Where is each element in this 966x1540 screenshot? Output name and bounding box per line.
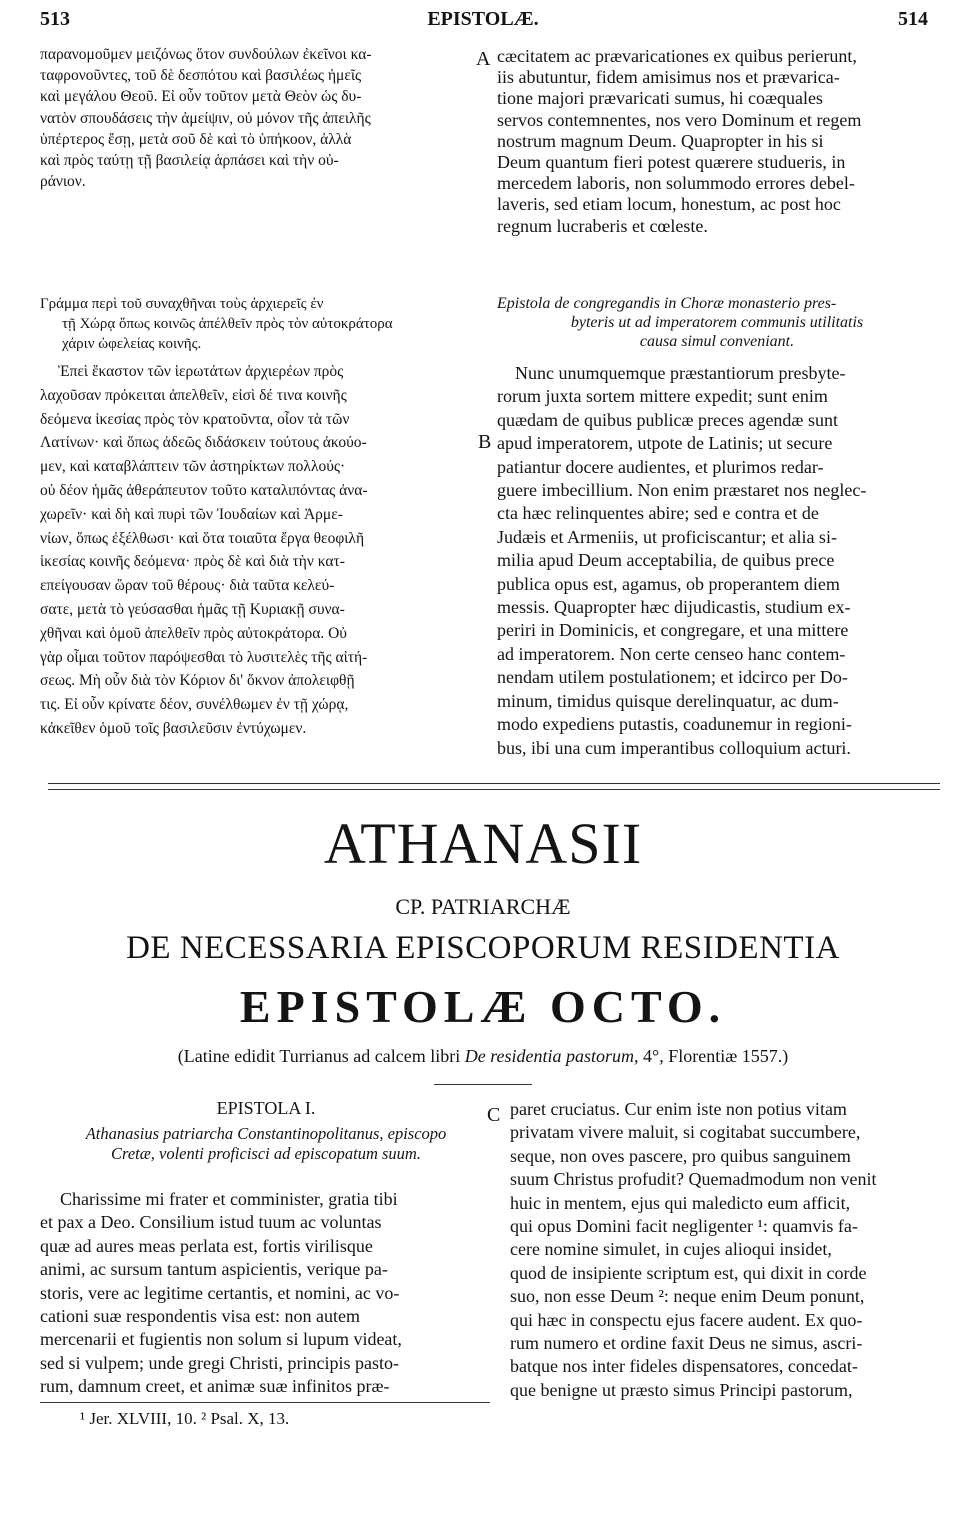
text-line: tione majori prævaricati sumus, hi coæquales [497,88,823,109]
text-line: que benigne ut præsto simus Principi pastorum, [510,1379,853,1400]
text-line: periri in Dominicis, et congregare, et una mittere [497,620,849,641]
running-title: EPISTOLÆ. [427,8,539,30]
text-line: storis, vere ac legitime certantis, et nomini, ac vo- [40,1282,400,1303]
text-line: χθῆναι καὶ ὁμοῦ ἀπελθεῖν πρὸς αὐτοκράτορα. Οὐ [40,624,347,642]
text-line: τῇ Χώρᾳ ὅπως κοινῶς ἀπέλθεῖν πρὸς τὸν αὐτοκράτορα [62,316,393,332]
text-line: et pax a Deo. Consilium istud tuum ac voluntas [40,1212,382,1233]
text-line: servos contemnentes, nos vero Dominum et regem [497,109,862,130]
text-line: messis. Quapropter hæc dijudicastis, studium ex- [497,597,851,618]
text-line: επείγουσαν ὥραν τοῦ θέρους· διὰ ταῦτα κελεύ- [40,577,335,595]
margin-letter-a: A [476,48,491,70]
text-line: δεόμενα ἱκεσίας πρὸς τὸν κρατοῦντα, οἷον τὰ τῶν [40,410,350,428]
text-line: Athanasius patriarcha Constantinopolitanus, episcopo [85,1124,447,1143]
text-line: rum numero et ordine faxit Deus ne simus, ascri- [510,1333,863,1354]
text-line: ὑπέρτερος ἔσῃ, μετὰ σοῦ δὲ καὶ τὸ ὑπήκοον, ἀλλὰ [40,130,352,148]
section-divider-thin [48,789,940,790]
text-line: byteris ut ad imperatorem communis utilitatis [570,314,864,331]
epistola-body-left [40,1188,490,1399]
text-line: modo expediens putastis, coadunemur in regioni- [497,714,852,735]
margin-letter-c: C [487,1104,501,1126]
text-line: ad imperatorem. Non certe censeo hanc contem- [497,643,846,664]
footnotes: ¹ Jer. XLVIII, 10. ² Psal. X, 13. [80,1409,290,1428]
text-line: rum, damnum creet, et animæ suæ infinitos præ- [40,1376,390,1397]
work-title: EPISTOLÆ OCTO. [239,981,727,1032]
text-line: λαχοῦσαν πρόκειται ἀπελθεῖν, εἰσὶ δέ τινα κοινῆς [40,386,347,404]
text-line: Γράμμα περὶ τοῦ συναχθῆναι τοὺς ἀρχιερεῖς ἐν [40,296,324,312]
greek-letter-heading [40,294,492,354]
work-subject: DE NECESSARIA EPISCOPORUM RESIDENTIA [126,930,840,966]
text-line: rorum juxta sortem mittere expedit; sunt enim [497,386,828,407]
text-line: χωρεῖν· καὶ δὴ καὶ πυρὶ τῶν Ἰουδαίων καὶ Ἀρμε- [40,505,343,523]
text-line: privatam vivere maluit, si cogitabat succumbere, [510,1122,861,1143]
text-line: animi, ac sursum tantum aspicientis, verique pa- [40,1259,388,1280]
edition-note [0,1045,966,1067]
text-line: minum, timidus quisque derelinquatur, ac dum- [497,690,839,711]
text-line: cere nomine simulet, in cujes alioqui insidet, [510,1239,832,1260]
page-number-right: 514 [898,8,928,30]
edition-note-prefix: (Latine edidit Turrianus ad calcem libri [177,1046,465,1066]
text-line: milia apud Deum acceptabilia, de quibus prece [497,550,835,571]
latin-continuation [497,46,937,237]
text-line: laveris, sed etiam locum, honestum, ac post hoc [497,194,841,215]
text-line: paret cruciatus. Cur enim iste non potius vitam [510,1099,847,1119]
page-number-left: 513 [40,8,70,30]
footnote-rule [40,1402,490,1403]
author-role: CP. PATRIARCHÆ [395,894,571,919]
text-line: Ἐπεὶ ἕκαστον τῶν ἱερωτάτων ἀρχιερέων πρὸς [58,363,344,380]
text-line: cta hæc relinquentes abire; sed e contra et de [497,503,819,524]
text-line: Charissime mi frater et comminister, gratia tibi [60,1189,398,1209]
text-line: Cretæ, volenti proficisci ad episcopatum suum. [111,1144,421,1163]
text-line: χάριν ὠφελείας κοινῆς. [62,336,202,352]
text-line: Deum quantum fieri potest quærere studueris, in [497,152,846,173]
text-line: ἱκεσίας κοινῆς δεόμενα· πρὸς δὲ καὶ διὰ τὴν κατ- [40,553,345,571]
text-line: γὰρ οἶμαι τοῦτον παρόψεσθαι τὸ λυσιτελὲς τῆς αἰτή- [40,648,368,666]
text-line: mercedem laboris, non solummodo errores debel- [497,173,855,194]
text-line: apud imperatorem, utpote de Latinis; ut secure [497,433,833,454]
text-line: cæcitatem ac prævaricationes ex quibus perierunt, [497,46,857,66]
latin-letter-heading [497,294,937,351]
text-line: καὶ πρὸς ταύτῃ τῇ βασιλείᾳ ἁρπάσει καὶ τὴν οὐ- [40,152,339,170]
text-line: νίων, ὅπως ἐξέλθωσι· καὶ ὅτα τοιαῦτα ἔργα θεοφιλῆ [40,529,365,547]
text-line: guere imbecillium. Non enim præstaret nos neglec- [497,480,867,501]
text-line: regnum lucraberis et cœleste. [497,215,708,236]
short-rule [434,1084,532,1085]
text-line: παρανομοῦμεν μειζόνως ὅτον συνδούλων ἐκεῖνοι κα- [40,46,372,63]
text-line: ταφρονοῦντες, τοῦ δὲ δεσπότου καὶ βασιλέως ἡμεῖς [40,67,362,85]
latin-letter-body [497,362,937,760]
text-line: patiantur docere audientes, et plurimos redar- [497,456,824,477]
work-author-title: ATHANASII [323,811,643,876]
text-line: καὶ μεγάλου Θεοῦ. Εἰ οὖν τοῦτον μετὰ Θεὸν ὡς δυ- [40,88,362,106]
margin-letter-b: B [478,431,492,453]
text-line: qui hæc in conspectu ejus facere audent. Ex quo- [510,1309,863,1330]
text-line: κἀκεῖθεν ὁμοῦ τοῖς βασιλεῦσιν ἐντύχωμεν. [40,719,307,737]
text-line: nostrum magnum Deum. Quapropter in his si [497,130,824,151]
text-line: σεως. Μὴ οὖν διὰ τὸν Κόριον δι' ὄκνον ἀπολειφθῇ [40,672,355,690]
greek-letter-body [40,360,492,741]
text-line: bus, ibi una cum imperantibus colloquium acturi. [497,737,851,758]
text-line: suo, non esse Deum ²: neque enim Deum ponunt, [510,1286,865,1307]
text-line: iis abutuntur, fidem amisimus nos et prævarica- [497,67,840,88]
text-line: sed si vulpem; unde gregi Christi, principis pasto- [40,1352,399,1373]
text-line: ράνιον. [40,173,86,191]
text-line: σατε, μετὰ τὸ γεύσασθαι ἡμᾶς τῇ Κυριακῇ συνα- [40,600,345,618]
text-line: τις. Εἰ οὖν κρίνατε δέον, συνέλθωμεν ἐν τῇ χώρᾳ, [40,696,349,714]
epistola-body-right [510,1098,938,1402]
text-line: quæ ad aures meas perlata est, fortis virilisque [40,1235,373,1256]
text-line: nendam utilem postulationem; et idcirco per Do- [497,667,848,688]
text-line: quædam de quibus publicæ preces agendæ sunt [497,409,838,430]
text-line: cationi suæ respondentis visa est: non autem [40,1306,360,1327]
epistola-summary [40,1124,492,1164]
edition-note-book: De residentia pastorum, [464,1046,639,1066]
text-line: causa simul conveniant. [639,333,795,350]
text-line: mercenarii et fugientis non solum si lupum videat, [40,1329,402,1350]
text-line: qui opus Domini facit negligenter ¹: quamvis fa- [510,1216,858,1237]
text-line: huic in mentem, ejus qui maledicto eum afficit, [510,1192,851,1213]
text-line: Epistola de congregandis in Choræ monasterio pres- [497,295,837,312]
text-line: Nunc unumquemque præstantiorum presbyte- [515,363,846,383]
text-line: quod de insipiente scriptum est, qui dixit in corde [510,1262,867,1283]
text-line: νατὸν σπουδάσεις τὴν ἀμείψιν, οὐ μόνον τῆς ἀπειλῆς [40,109,371,127]
epistola-label: EPISTOLA I. [216,1098,316,1118]
text-line: οὐ δέον ἡμᾶς ἀθεράπευτον τοῦτο καταλιπόντας ἀνα- [40,481,368,499]
text-line: Λατίνων· καὶ ὅπως ἀδεῶς διδάσκειν τούτους ἀκούο- [40,434,367,452]
text-line: μεν, καὶ καταβλάπτειν τῶν ἀστηρίκτων πολλούς· [40,458,346,476]
edition-note-suffix: 4°, Florentiæ 1557.) [638,1046,789,1066]
greek-continuation [40,44,492,192]
text-line: suum Christus profudit? Quemadmodum non venit [510,1169,877,1190]
text-line: seque, non oves pascere, pro quibus sanguinem [510,1145,851,1166]
text-line: publica opus est, agamus, ob properantem diem [497,573,840,594]
section-divider [48,783,940,784]
text-line: batque nos inter fideles dispensatores, concedat- [510,1356,858,1377]
text-line: Judæis et Armeniis, ut proficiscantur; et alia si- [497,526,837,547]
